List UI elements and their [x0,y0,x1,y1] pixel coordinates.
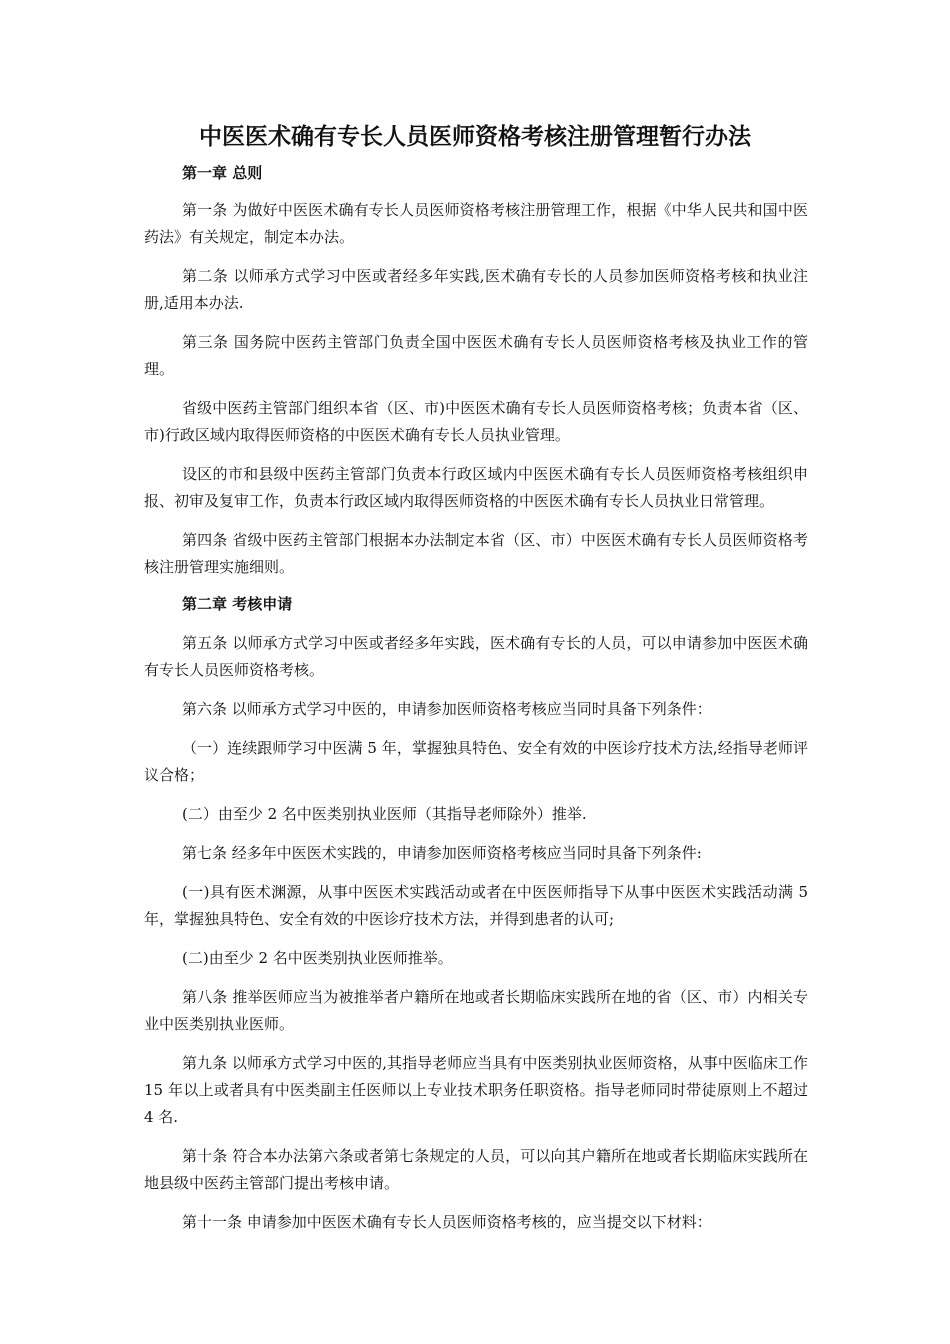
article-paragraph: 第六条 以师承方式学习中医的，申请参加医师资格考核应当同时具备下列条件： [182,700,712,718]
article-paragraph: 第八条 推举医师应当为被推举者户籍所在地或者长期临床实践所在地的省（区、市）内相关专业中医类别执业医师。 [144,988,808,1033]
document-body [144,160,808,1236]
article-paragraph: 第四条 省级中医药主管部门根据本办法制定本省（区、市）中医医术确有专长人员医师资格考核注册管理实施细则。 [144,531,808,576]
article-paragraph: 第九条 以师承方式学习中医的,其指导老师应当具有中医类别执业医师资格，从事中医临床工作 15 年以上或者具有中医类副主任医师以上专业技术职务任职资格。指导老师同时带徒原则上不超过 4 名. [144,1054,808,1126]
article-paragraph: 第二条 以师承方式学习中医或者经多年实践,医术确有专长的人员参加医师资格考核和执业注册,适用本办法. [144,267,808,312]
article-paragraph: 第五条 以师承方式学习中医或者经多年实践，医术确有专长的人员，可以申请参加中医医术确有专长人员医师资格考核。 [144,634,808,679]
article-paragraph: 第七条 经多年中医医术实践的，申请参加医师资格考核应当同时具备下列条件: [182,844,702,862]
document-title: 中医医术确有专长人员医师资格考核注册管理暂行办法 [199,124,751,150]
chapter-heading: 第一章 总则 [182,164,263,182]
chapter-heading: 第二章 考核申请 [182,595,293,613]
article-paragraph: (二)由至少 2 名中医类别执业医师推举。 [182,949,453,967]
article-paragraph: 第一条 为做好中医医术确有专长人员医师资格考核注册管理工作，根据《中华人民共和国中医药法》有关规定，制定本办法。 [144,201,808,246]
article-paragraph: 第十条 符合本办法第六条或者第七条规定的人员，可以向其户籍所在地或者长期临床实践所在地县级中医药主管部门提出考核申请。 [144,1147,808,1192]
article-paragraph: 设区的市和县级中医药主管部门负责本行政区域内中医医术确有专长人员医师资格考核组织申报、初审及复审工作，负责本行政区域内取得医师资格的中医医术确有专长人员执业日常管理。 [144,465,808,510]
article-paragraph: 第十一条 申请参加中医医术确有专长人员医师资格考核的，应当提交以下材料： [182,1213,712,1231]
article-paragraph: 省级中医药主管部门组织本省（区、市)中医医术确有专长人员医师资格考核；负责本省（区、市)行政区域内取得医师资格的中医医术确有专长人员执业管理。 [144,399,808,444]
article-paragraph: 第三条 国务院中医药主管部门负责全国中医医术确有专长人员医师资格考核及执业工作的管理。 [144,333,808,378]
article-paragraph: （一）连续跟师学习中医满 5 年，掌握独具特色、安全有效的中医诊疗技术方法,经指导老师评议合格； [144,739,808,784]
article-paragraph: (二）由至少 2 名中医类别执业医师（其指导老师除外）推举. [182,805,587,823]
article-paragraph: (一)具有医术渊源，从事中医医术实践活动或者在中医医师指导下从事中医医术实践活动满 5 年，掌握独具特色、安全有效的中医诊疗技术方法，并得到患者的认可; [144,883,808,928]
